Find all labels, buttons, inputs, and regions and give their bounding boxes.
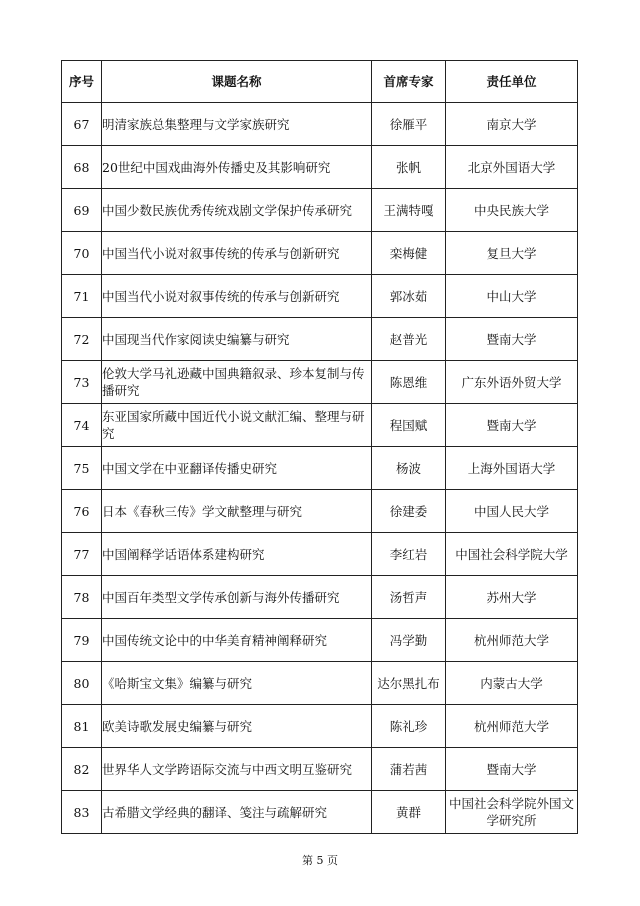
cell-no: 69: [62, 189, 102, 232]
cell-expert: 徐建委: [372, 490, 446, 533]
cell-title: 欧美诗歌发展史编纂与研究: [102, 705, 372, 748]
cell-no: 78: [62, 576, 102, 619]
table-row: [62, 146, 578, 189]
project-table: [61, 60, 578, 834]
cell-no: 72: [62, 318, 102, 361]
table-row: [62, 404, 578, 447]
cell-title: 明清家族总集整理与文学家族研究: [102, 103, 372, 146]
cell-title: 古希腊文学经典的翻译、笺注与疏解研究: [102, 791, 372, 834]
cell-expert: 陈恩维: [372, 361, 446, 404]
cell-title: 20世纪中国戏曲海外传播史及其影响研究: [102, 146, 372, 189]
cell-expert: 王满特嘎: [372, 189, 446, 232]
cell-unit: 暨南大学: [446, 318, 578, 361]
cell-title: 中国文学在中亚翻译传播史研究: [102, 447, 372, 490]
header-title: 课题名称: [102, 61, 372, 103]
cell-title: 日本《春秋三传》学文献整理与研究: [102, 490, 372, 533]
cell-unit: 上海外国语大学: [446, 447, 578, 490]
cell-expert: 蒲若茜: [372, 748, 446, 791]
cell-expert: 徐雁平: [372, 103, 446, 146]
table-row: [62, 318, 578, 361]
cell-expert: 赵普光: [372, 318, 446, 361]
cell-title: 中国少数民族优秀传统戏剧文学保护传承研究: [102, 189, 372, 232]
cell-unit: 北京外国语大学: [446, 146, 578, 189]
table-row: [62, 791, 578, 834]
cell-no: 80: [62, 662, 102, 705]
cell-title: 东亚国家所藏中国近代小说文献汇编、整理与研究: [102, 404, 372, 447]
table-row: [62, 619, 578, 662]
cell-unit: 中国人民大学: [446, 490, 578, 533]
table-row: [62, 232, 578, 275]
cell-unit: 暨南大学: [446, 748, 578, 791]
cell-title: 中国传统文论中的中华美育精神阐释研究: [102, 619, 372, 662]
cell-title: 中国阐释学话语体系建构研究: [102, 533, 372, 576]
cell-unit: 中国社会科学院外国文学研究所: [446, 791, 578, 834]
cell-title: 伦敦大学马礼逊藏中国典籍叙录、珍本复制与传播研究: [102, 361, 372, 404]
cell-expert: 达尔黑扎布: [372, 662, 446, 705]
cell-expert: 李红岩: [372, 533, 446, 576]
cell-no: 83: [62, 791, 102, 834]
cell-no: 79: [62, 619, 102, 662]
cell-no: 76: [62, 490, 102, 533]
cell-expert: 冯学勤: [372, 619, 446, 662]
cell-expert: 栾梅健: [372, 232, 446, 275]
cell-no: 70: [62, 232, 102, 275]
cell-no: 75: [62, 447, 102, 490]
cell-expert: 陈礼珍: [372, 705, 446, 748]
cell-unit: 中山大学: [446, 275, 578, 318]
cell-expert: 黄群: [372, 791, 446, 834]
table-row: [62, 533, 578, 576]
table-row: [62, 447, 578, 490]
header-row: [62, 61, 578, 103]
cell-no: 77: [62, 533, 102, 576]
cell-unit: 暨南大学: [446, 404, 578, 447]
cell-no: 73: [62, 361, 102, 404]
cell-title: 中国百年类型文学传承创新与海外传播研究: [102, 576, 372, 619]
cell-title: 世界华人文学跨语际交流与中西文明互鉴研究: [102, 748, 372, 791]
cell-unit: 南京大学: [446, 103, 578, 146]
cell-expert: 郭冰茹: [372, 275, 446, 318]
cell-unit: 中国社会科学院大学: [446, 533, 578, 576]
table-header: [62, 61, 578, 103]
table-row: [62, 662, 578, 705]
table-row: [62, 275, 578, 318]
cell-no: 71: [62, 275, 102, 318]
cell-unit: 内蒙古大学: [446, 662, 578, 705]
cell-expert: 程国赋: [372, 404, 446, 447]
cell-title: 中国当代小说对叙事传统的传承与创新研究: [102, 275, 372, 318]
table-row: [62, 361, 578, 404]
cell-unit: 杭州师范大学: [446, 705, 578, 748]
cell-title: 中国现当代作家阅读史编纂与研究: [102, 318, 372, 361]
cell-expert: 张帆: [372, 146, 446, 189]
cell-expert: 杨波: [372, 447, 446, 490]
cell-unit: 苏州大学: [446, 576, 578, 619]
cell-no: 81: [62, 705, 102, 748]
cell-title: 中国当代小说对叙事传统的传承与创新研究: [102, 232, 372, 275]
page-number: 第 5 页: [302, 854, 338, 867]
cell-unit: 杭州师范大学: [446, 619, 578, 662]
header-unit: 责任单位: [446, 61, 578, 103]
header-no: 序号: [62, 61, 102, 103]
cell-no: 82: [62, 748, 102, 791]
table-row: [62, 490, 578, 533]
header-expert: 首席专家: [372, 61, 446, 103]
table-row: [62, 705, 578, 748]
table-body: [62, 103, 578, 834]
cell-no: 74: [62, 404, 102, 447]
cell-no: 68: [62, 146, 102, 189]
cell-unit: 广东外语外贸大学: [446, 361, 578, 404]
cell-no: 67: [62, 103, 102, 146]
cell-title: 《哈斯宝文集》编纂与研究: [102, 662, 372, 705]
table-row: [62, 103, 578, 146]
table-row: [62, 576, 578, 619]
cell-unit: 复旦大学: [446, 232, 578, 275]
cell-expert: 汤哲声: [372, 576, 446, 619]
cell-unit: 中央民族大学: [446, 189, 578, 232]
table-row: [62, 748, 578, 791]
table-row: [62, 189, 578, 232]
